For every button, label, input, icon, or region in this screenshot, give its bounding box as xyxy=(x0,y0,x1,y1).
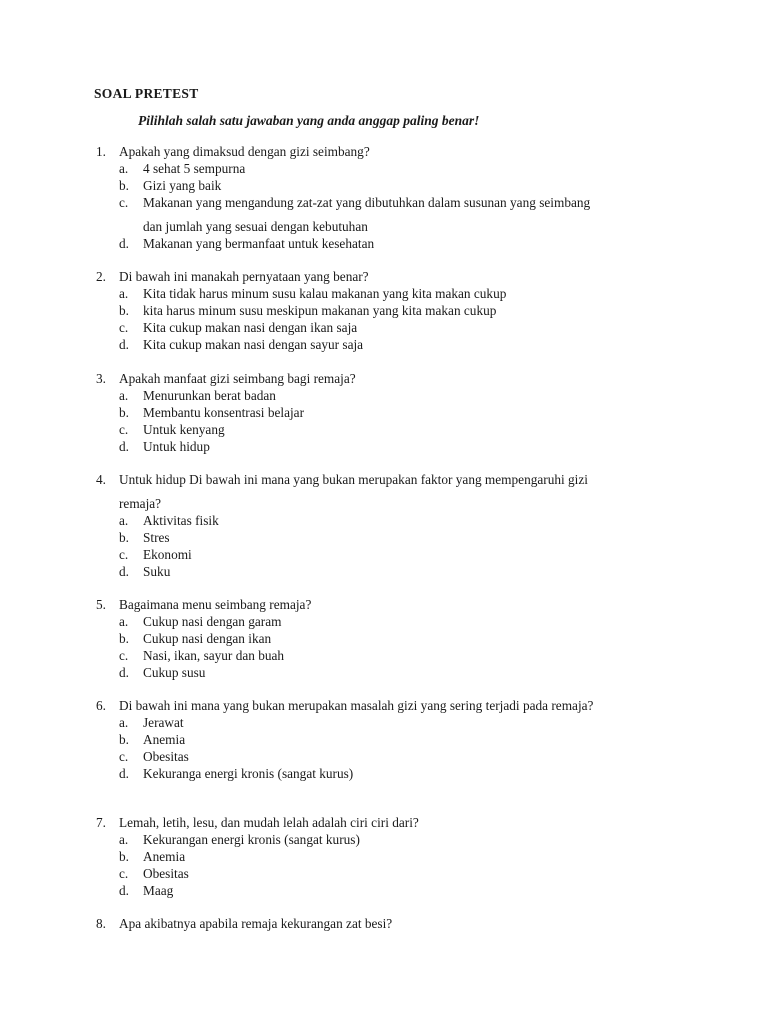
option-c xyxy=(96,748,716,765)
option-letter: b. xyxy=(119,849,129,864)
question-number: 3. xyxy=(96,371,106,386)
option-letter: a. xyxy=(119,715,129,730)
question-text: Apakah yang dimaksud dengan gizi seimbang? xyxy=(119,144,370,159)
instruction-text: Pilihlah salah satu jawaban yang anda anggap paling benar! xyxy=(138,113,480,128)
option-a xyxy=(96,512,716,529)
question-5 xyxy=(96,596,716,681)
option-c xyxy=(96,319,716,336)
option-d xyxy=(96,563,716,580)
option-letter: c. xyxy=(119,422,129,437)
option-text: Menurunkan berat badan xyxy=(143,388,276,403)
option-letter: a. xyxy=(119,286,129,301)
question-3 xyxy=(96,370,716,455)
question-number: 4. xyxy=(96,472,106,487)
option-d xyxy=(96,336,716,353)
question-text: Apakah manfaat gizi seimbang bagi remaja? xyxy=(119,371,356,386)
option-letter: c. xyxy=(119,195,129,210)
option-text: Kekuranga energi kronis (sangat kurus) xyxy=(143,766,354,781)
option-letter: b. xyxy=(119,631,129,646)
option-b xyxy=(96,848,716,865)
option-a xyxy=(96,285,716,302)
option-b xyxy=(96,731,716,748)
question-number: 6. xyxy=(96,698,106,713)
option-text: Jerawat xyxy=(143,715,184,730)
option-d xyxy=(96,664,716,681)
option-c xyxy=(96,647,716,664)
question-8 xyxy=(96,915,716,932)
option-b xyxy=(96,404,716,421)
option-text: Obesitas xyxy=(143,749,189,764)
option-letter: b. xyxy=(119,530,129,545)
page-title: SOAL PRETEST xyxy=(94,86,199,101)
option-text: 4 sehat 5 sempurna xyxy=(143,161,246,176)
question-text: Di bawah ini manakah pernyataan yang benar? xyxy=(119,269,369,284)
option-a xyxy=(96,160,716,177)
option-text: Membantu konsentrasi belajar xyxy=(143,405,304,420)
option-text: Untuk hidup xyxy=(143,439,210,454)
question-number: 1. xyxy=(96,144,106,159)
option-continuation: dan jumlah yang sesuai dengan kebutuhan xyxy=(143,219,368,234)
option-text: Anemia xyxy=(143,849,186,864)
option-text: Maag xyxy=(143,883,174,898)
question-number: 5. xyxy=(96,597,106,612)
option-text: Suku xyxy=(143,564,171,579)
option-text: Aktivitas fisik xyxy=(143,513,219,528)
option-text: Gizi yang baik xyxy=(143,178,222,193)
question-2 xyxy=(96,268,716,353)
option-b xyxy=(96,529,716,546)
option-letter: b. xyxy=(119,732,129,747)
option-text: Kita cukup makan nasi dengan sayur saja xyxy=(143,337,364,352)
option-b xyxy=(96,302,716,319)
question-number: 2. xyxy=(96,269,106,284)
option-text: Anemia xyxy=(143,732,186,747)
option-letter: a. xyxy=(119,614,129,629)
option-a xyxy=(96,387,716,404)
option-letter: a. xyxy=(119,161,129,176)
question-text: Apa akibatnya apabila remaja kekurangan zat besi? xyxy=(119,916,393,931)
question-text: Lemah, letih, lesu, dan mudah lelah adalah ciri ciri dari? xyxy=(119,815,419,830)
option-c xyxy=(96,194,716,211)
question-number: 8. xyxy=(96,916,106,931)
option-letter: c. xyxy=(119,648,129,663)
option-text: Ekonomi xyxy=(143,547,192,562)
option-letter: b. xyxy=(119,303,129,318)
option-letter: d. xyxy=(119,766,129,781)
option-a xyxy=(96,831,716,848)
option-text: Cukup nasi dengan ikan xyxy=(143,631,272,646)
option-text: Obesitas xyxy=(143,866,189,881)
option-text: Untuk kenyang xyxy=(143,422,225,437)
option-letter: c. xyxy=(119,320,129,335)
question-text: Di bawah ini mana yang bukan merupakan masalah gizi yang sering terjadi pada remaja? xyxy=(119,698,594,713)
option-letter: d. xyxy=(119,439,129,454)
option-text: Kita cukup makan nasi dengan ikan saja xyxy=(143,320,358,335)
option-c xyxy=(96,421,716,438)
option-text: Makanan yang mengandung zat-zat yang dibutuhkan dalam susunan yang seimbang xyxy=(143,195,591,210)
option-d xyxy=(96,882,716,899)
question-text: Untuk hidup Di bawah ini mana yang bukan merupakan faktor yang mempengaruhi gizi xyxy=(119,472,588,487)
option-a xyxy=(96,613,716,630)
option-c xyxy=(96,865,716,882)
option-letter: d. xyxy=(119,564,129,579)
question-number: 7. xyxy=(96,815,106,830)
option-c xyxy=(96,546,716,563)
option-letter: a. xyxy=(119,513,129,528)
question-text: Bagaimana menu seimbang remaja? xyxy=(119,597,312,612)
option-d xyxy=(96,438,716,455)
question-6 xyxy=(96,697,716,782)
option-text: Kita tidak harus minum susu kalau makanan yang kita makan cukup xyxy=(143,286,507,301)
option-b xyxy=(96,177,716,194)
option-text: Kekurangan energi kronis (sangat kurus) xyxy=(143,832,360,847)
option-letter: d. xyxy=(119,883,129,898)
option-d xyxy=(96,235,716,252)
option-letter: a. xyxy=(119,832,129,847)
option-b xyxy=(96,630,716,647)
option-text: Cukup nasi dengan garam xyxy=(143,614,282,629)
option-text: kita harus minum susu meskipun makanan yang kita makan cukup xyxy=(143,303,497,318)
option-letter: d. xyxy=(119,337,129,352)
option-text: Makanan yang bermanfaat untuk kesehatan xyxy=(143,236,375,251)
option-d xyxy=(96,765,716,782)
question-7 xyxy=(96,814,716,899)
question-continuation: remaja? xyxy=(119,496,162,511)
option-text: Cukup susu xyxy=(143,665,206,680)
option-letter: d. xyxy=(119,665,129,680)
question-1 xyxy=(96,143,716,252)
option-letter: b. xyxy=(119,178,129,193)
option-text: Stres xyxy=(143,530,170,545)
option-text: Nasi, ikan, sayur dan buah xyxy=(143,648,285,663)
option-letter: b. xyxy=(119,405,129,420)
option-letter: c. xyxy=(119,547,129,562)
option-letter: c. xyxy=(119,749,129,764)
option-letter: a. xyxy=(119,388,129,403)
option-a xyxy=(96,714,716,731)
option-letter: d. xyxy=(119,236,129,251)
option-letter: c. xyxy=(119,866,129,881)
question-4 xyxy=(96,471,716,580)
